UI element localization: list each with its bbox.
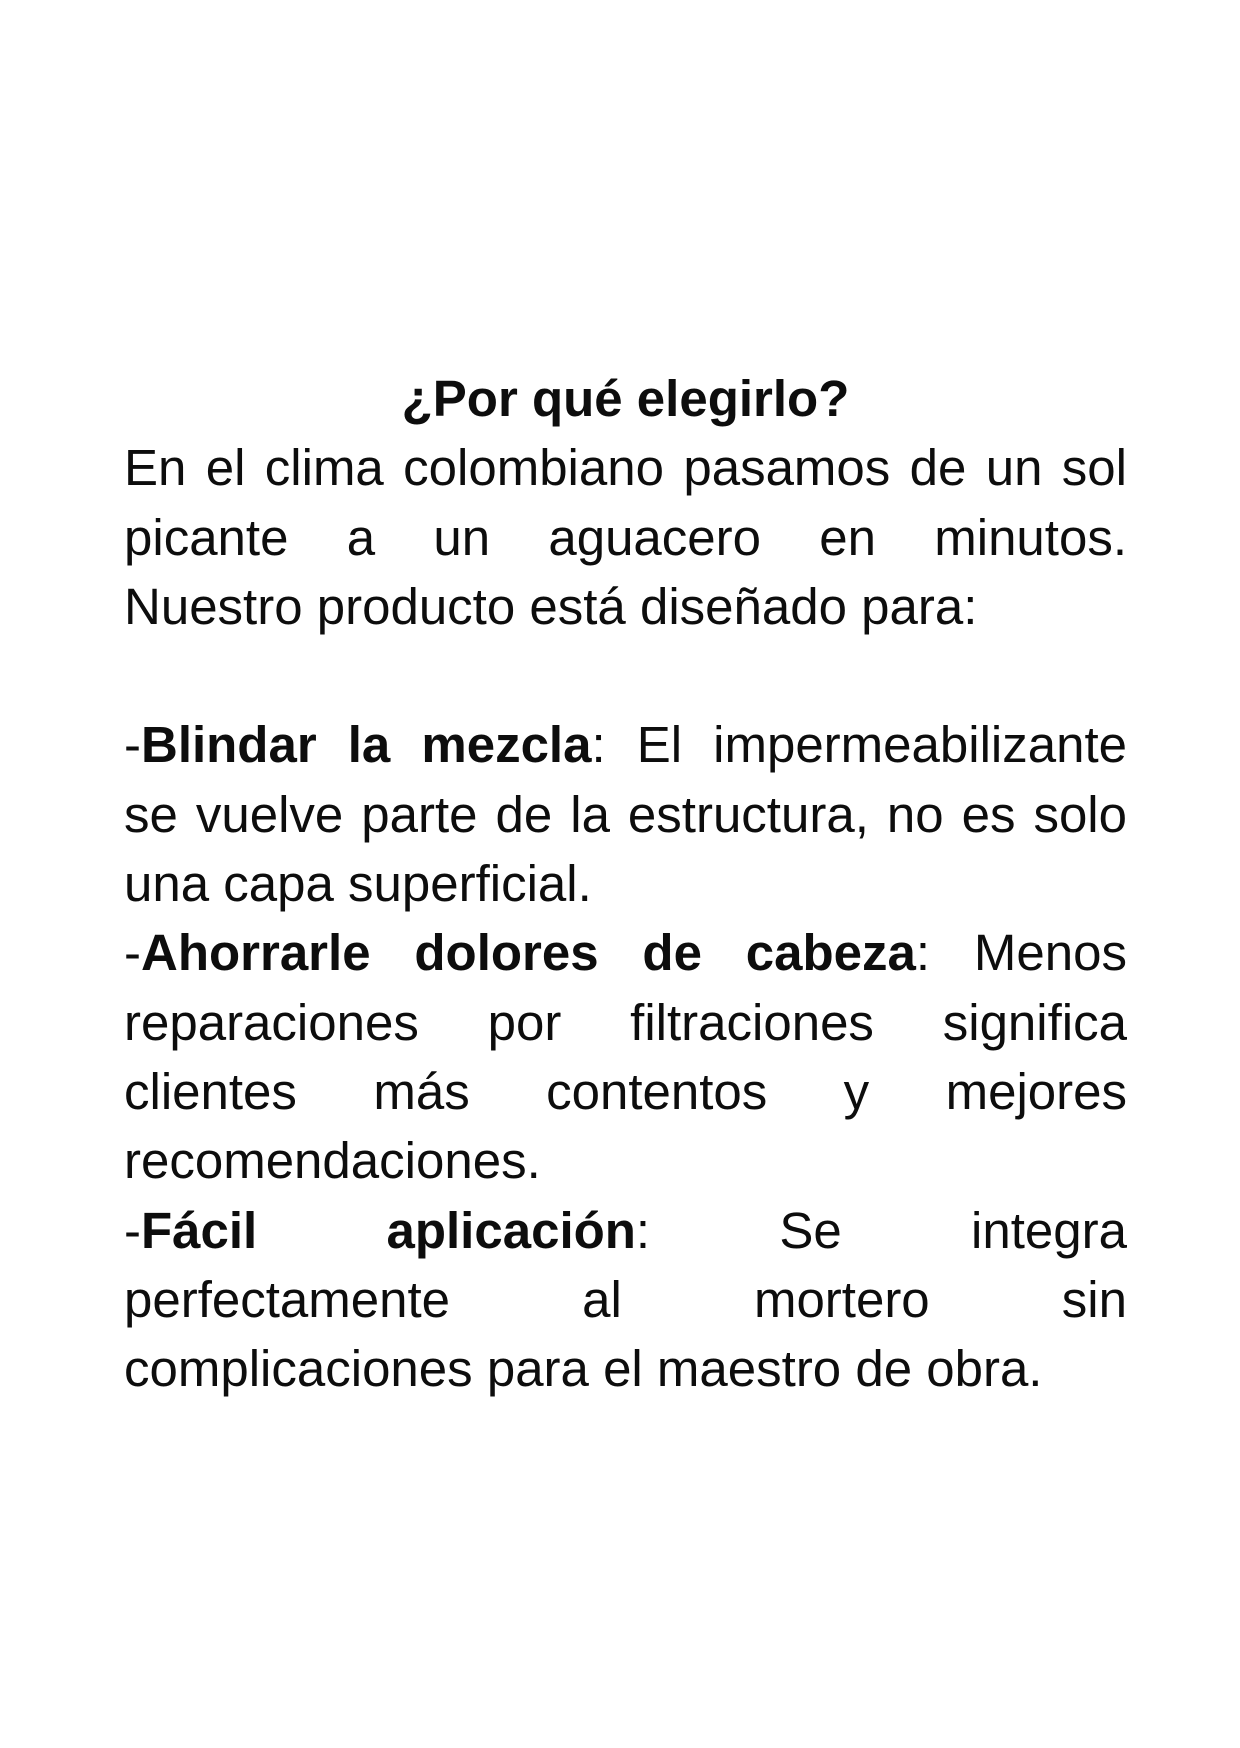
intro-line: picante a un aguacero en minutos. (124, 508, 1127, 566)
benefit-bullet: - (124, 716, 141, 774)
benefit-line (124, 1196, 1127, 1265)
intro-line: Nuestro producto está diseñado para: (124, 577, 978, 635)
benefit-term: Fácil aplicación (140, 1201, 636, 1259)
benefit-line: recomendaciones. (124, 1132, 541, 1190)
benefit-line (124, 710, 1127, 779)
benefit-text: : Menos (915, 924, 1127, 982)
benefit-line: se vuelve parte de la estructura, no es solo (124, 785, 1127, 843)
page-title: ¿Por qué elegirlo? (401, 370, 850, 427)
benefit-text: : El impermeabilizante (591, 716, 1127, 774)
benefit-item-blindar (124, 710, 1127, 918)
benefit-term: Blindar la mezcla (140, 716, 592, 774)
document-body (124, 364, 1127, 1403)
intro-paragraph (124, 433, 1127, 641)
benefit-line: clientes más contentos y mejores (124, 1062, 1127, 1120)
benefit-text: : Se integra (635, 1201, 1127, 1259)
paragraph-gap (124, 641, 1127, 710)
benefit-line: perfectamente al mortero sin (124, 1270, 1127, 1328)
benefit-line: una capa superficial. (124, 855, 592, 913)
intro-line: En el clima colombiano pasamos de un sol (124, 439, 1127, 497)
benefit-item-facil (124, 1196, 1127, 1404)
benefit-term: Ahorrarle dolores de cabeza (140, 924, 916, 982)
benefit-line: reparaciones por filtraciones significa (124, 993, 1127, 1051)
benefit-bullet: - (124, 924, 141, 982)
benefit-bullet: - (124, 1201, 141, 1259)
benefit-line: complicaciones para el maestro de obra. (124, 1340, 1043, 1398)
benefit-line (124, 918, 1127, 987)
benefit-item-ahorrarle (124, 918, 1127, 1195)
